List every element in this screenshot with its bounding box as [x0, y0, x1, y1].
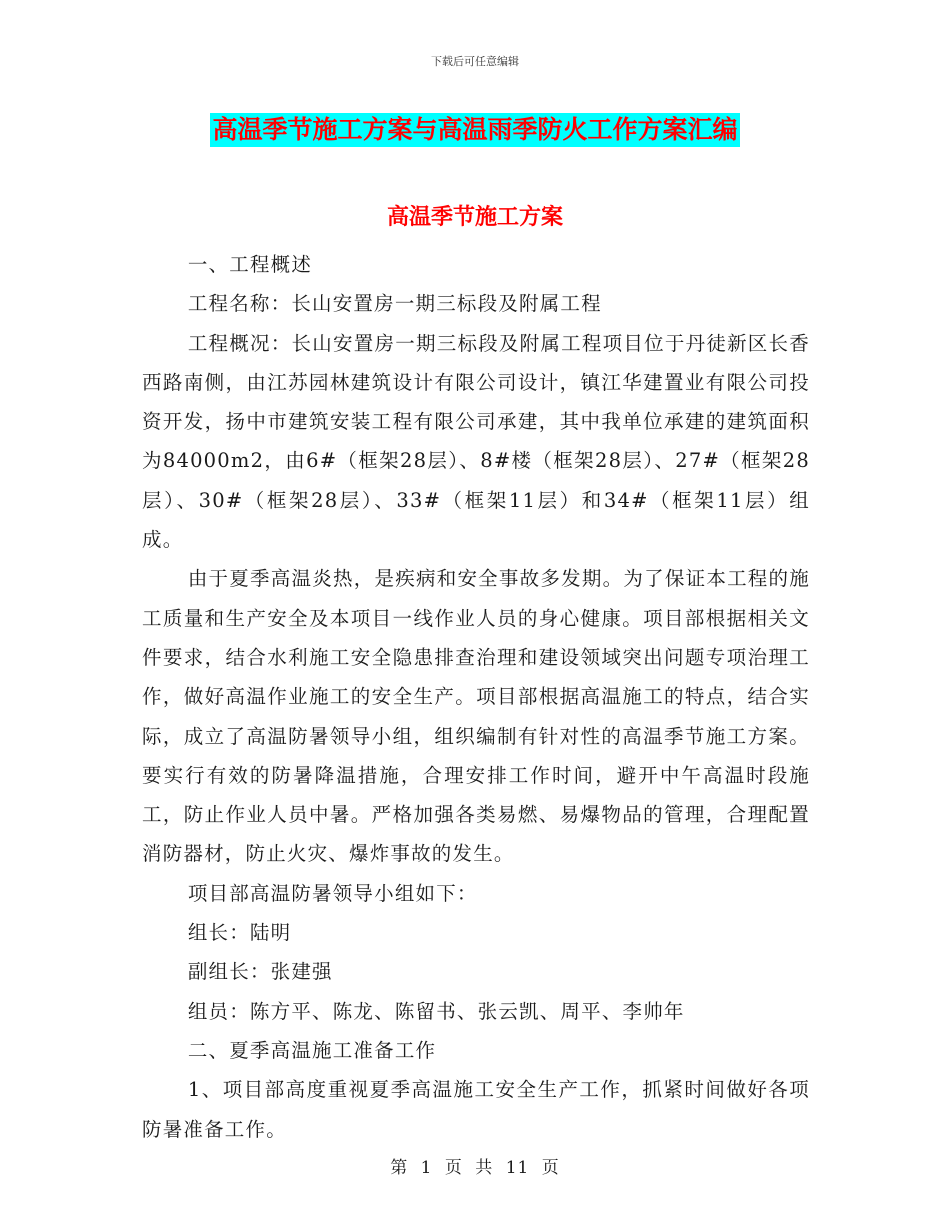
paragraph: 二、夏季高温施工准备工作	[187, 1038, 437, 1062]
page-footer	[0, 1153, 950, 1178]
paragraph: 工程概况：长山安置房一期三标段及附属工程项目位于丹徒新区长香西路南侧，由江苏园林建筑设计有限公司设计，镇江华建置业有限公司投资开发，扬中市建筑安装工程有限公司承建，其中我单位承建的建筑面积为84000m2，由6#（框架28层）、8#楼（框架28层）、27#（框架28层）、30#（框架28层）、33#（框架11层）和34#（框架11层）组成。	[142, 331, 810, 552]
document-body	[142, 245, 810, 1149]
section-title: 高温季节施工方案	[386, 204, 563, 230]
footer-ye2: 页	[541, 1158, 560, 1178]
footer-gong: 共	[475, 1158, 494, 1178]
document-title-wrapper	[0, 113, 950, 147]
paragraph: 一、工程概述	[187, 253, 313, 276]
footer-ye: 页	[444, 1158, 463, 1178]
page-header-note: 下载后可任意编辑	[431, 55, 519, 68]
paragraph: 由于夏季高温炎热，是疾病和安全事故多发期。为了保证本工程的施工质量和生产安全及本项目一线作业人员的身心健康。项目部根据相关文件要求，结合水利施工安全隐患排查治理和建设领域突出问题专项治理工作，做好高温作业施工的安全生产。项目部根据高温施工的特点，结合实际，成立了高温防暑领导小组，组织编制有针对性的高温季节施工方案。要实行有效的防暑降温措施，合理安排工作时间，避开中午高温时段施工，防止作业人员中暑。严格加强各类易燃、易爆物品的管理，合理配置消防器材，防止火灾、爆炸事故的发生。	[142, 567, 810, 866]
document-title: 高温季节施工方案与高温雨季防火工作方案汇编	[210, 113, 739, 147]
paragraph: 工程名称：长山安置房一期三标段及附属工程	[187, 292, 602, 316]
paragraph: 1、项目部高度重视夏季高温施工安全生产工作，抓紧时间做好各项防暑准备工作。	[142, 1078, 810, 1141]
paragraph: 组长：陆明	[187, 921, 292, 945]
paragraph: 副组长：张建强	[187, 960, 333, 984]
footer-page-number: 1	[420, 1158, 433, 1178]
footer-di: 第	[390, 1158, 409, 1178]
paragraph: 组员：陈方平、陈龙、陈留书、张云凯、周平、李帅年	[187, 999, 685, 1023]
paragraph: 项目部高温防暑领导小组如下：	[187, 881, 478, 905]
footer-total-pages: 11	[505, 1158, 530, 1178]
